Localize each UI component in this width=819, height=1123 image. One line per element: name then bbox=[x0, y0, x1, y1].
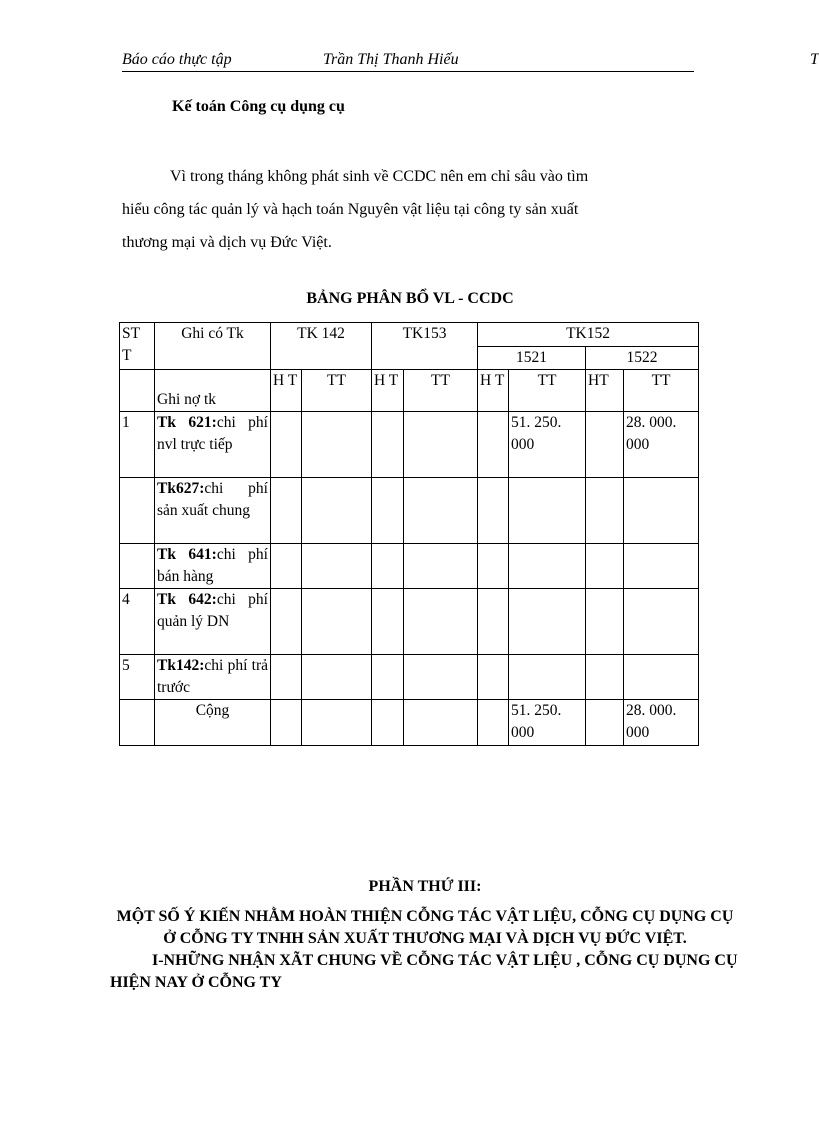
header-debit: Ghi nợ tk bbox=[155, 370, 271, 412]
total-1521: 51. 250. 000 bbox=[509, 700, 586, 746]
account-desc: chi phí trả trước bbox=[157, 657, 268, 696]
intro-paragraph bbox=[122, 160, 697, 259]
header-blank bbox=[120, 370, 155, 412]
value-1522 bbox=[624, 655, 699, 700]
account-desc: chi phí sản xuất chung bbox=[157, 480, 268, 519]
allocation-table bbox=[119, 322, 699, 746]
value-1522 bbox=[624, 478, 699, 544]
part-subheading: I-NHỮNG NHẬN XÃT CHUNG VỀ CỖNG TÁC VẬT LIỆU , CỖNG CỤ DỤNG CỤ HIỆN NAY Ở CỖNG TY bbox=[110, 952, 738, 991]
row-stt: 1 bbox=[120, 412, 155, 478]
header-credit: Ghi có Tk bbox=[155, 323, 271, 370]
value-1521: 51. 250. 000 bbox=[509, 412, 586, 478]
row-account bbox=[155, 655, 271, 700]
header-ht: H T bbox=[271, 370, 302, 412]
page-header bbox=[122, 48, 819, 72]
header-tt: TT bbox=[509, 370, 586, 412]
total-row bbox=[120, 700, 699, 746]
row-account bbox=[155, 589, 271, 655]
header-tk1522: 1522 bbox=[586, 347, 699, 370]
header-ht: H T bbox=[372, 370, 404, 412]
row-stt: 4 bbox=[120, 589, 155, 655]
row-stt: 5 bbox=[120, 655, 155, 700]
header-stt: ST T bbox=[120, 323, 155, 370]
part-title: PHẦN THỨ III: bbox=[368, 878, 482, 895]
header-tk152: TK152 bbox=[478, 323, 699, 347]
table-row bbox=[120, 589, 699, 655]
value-1521 bbox=[509, 589, 586, 655]
account-code: Tk142: bbox=[157, 657, 205, 674]
header-tt: TT bbox=[624, 370, 699, 412]
row-stt bbox=[120, 544, 155, 589]
value-1521 bbox=[509, 544, 586, 589]
paragraph-line: hiểu công tác quản lý và hạch toán Nguyên vật liệu tại công ty sản xuất bbox=[122, 201, 579, 218]
header-ht: HT bbox=[586, 370, 624, 412]
part-three bbox=[110, 876, 740, 994]
table-row bbox=[120, 412, 699, 478]
table-title: BẢNG PHÂN BỔ VL - CCDC bbox=[306, 290, 514, 307]
header-tt: TT bbox=[302, 370, 372, 412]
row-account bbox=[155, 478, 271, 544]
value-1522 bbox=[624, 589, 699, 655]
header-tk153: TK153 bbox=[372, 323, 478, 370]
account-desc: chi phí nvl trực tiếp bbox=[157, 414, 268, 453]
paragraph-line: thương mại và dịch vụ Đức Việt. bbox=[122, 234, 332, 251]
value-1521 bbox=[509, 478, 586, 544]
value-1522 bbox=[624, 544, 699, 589]
account-code: Tk627: bbox=[157, 480, 205, 497]
total-1522: 28. 000. 000 bbox=[624, 700, 699, 746]
page-mark: T bbox=[810, 51, 819, 68]
row-account bbox=[155, 544, 271, 589]
header-tk142: TK 142 bbox=[271, 323, 372, 370]
header-tt: TT bbox=[404, 370, 478, 412]
account-code: Tk 641: bbox=[157, 546, 217, 563]
table-row bbox=[120, 544, 699, 589]
account-desc: chi phí quản lý DN bbox=[157, 591, 268, 630]
value-1521 bbox=[509, 655, 586, 700]
account-code: Tk 642: bbox=[157, 591, 217, 608]
row-account bbox=[155, 412, 271, 478]
paragraph-line: Vì trong tháng không phát sinh về CCDC nên em chỉ sâu vào tìm bbox=[170, 168, 589, 185]
author-name: Trần Thị Thanh Hiếu bbox=[323, 51, 459, 68]
total-label: Cộng bbox=[155, 700, 271, 746]
header-ht: H T bbox=[478, 370, 509, 412]
table-row bbox=[120, 655, 699, 700]
value-1522: 28. 000. 000 bbox=[624, 412, 699, 478]
row-stt bbox=[120, 478, 155, 544]
report-label: Báo cáo thực tập bbox=[122, 51, 232, 68]
header-tk1521: 1521 bbox=[478, 347, 586, 370]
table-row bbox=[120, 478, 699, 544]
section-title: Kế toán Công cụ dụng cụ bbox=[172, 98, 345, 115]
part-heading: MỘT SỐ Ý KIẾN NHẰM HOÀN THIỆN CỖNG TÁC VẬT LIỆU, CỖNG CỤ DỤNG CỤ Ở CỖNG TY TNHH SẢN XUẤT THƯƠNG MẠI VÀ DỊCH VỤ ĐỨC VIỆT. bbox=[116, 908, 734, 947]
account-desc: chi phí bán hàng bbox=[157, 546, 268, 585]
account-code: Tk 621: bbox=[157, 414, 217, 431]
